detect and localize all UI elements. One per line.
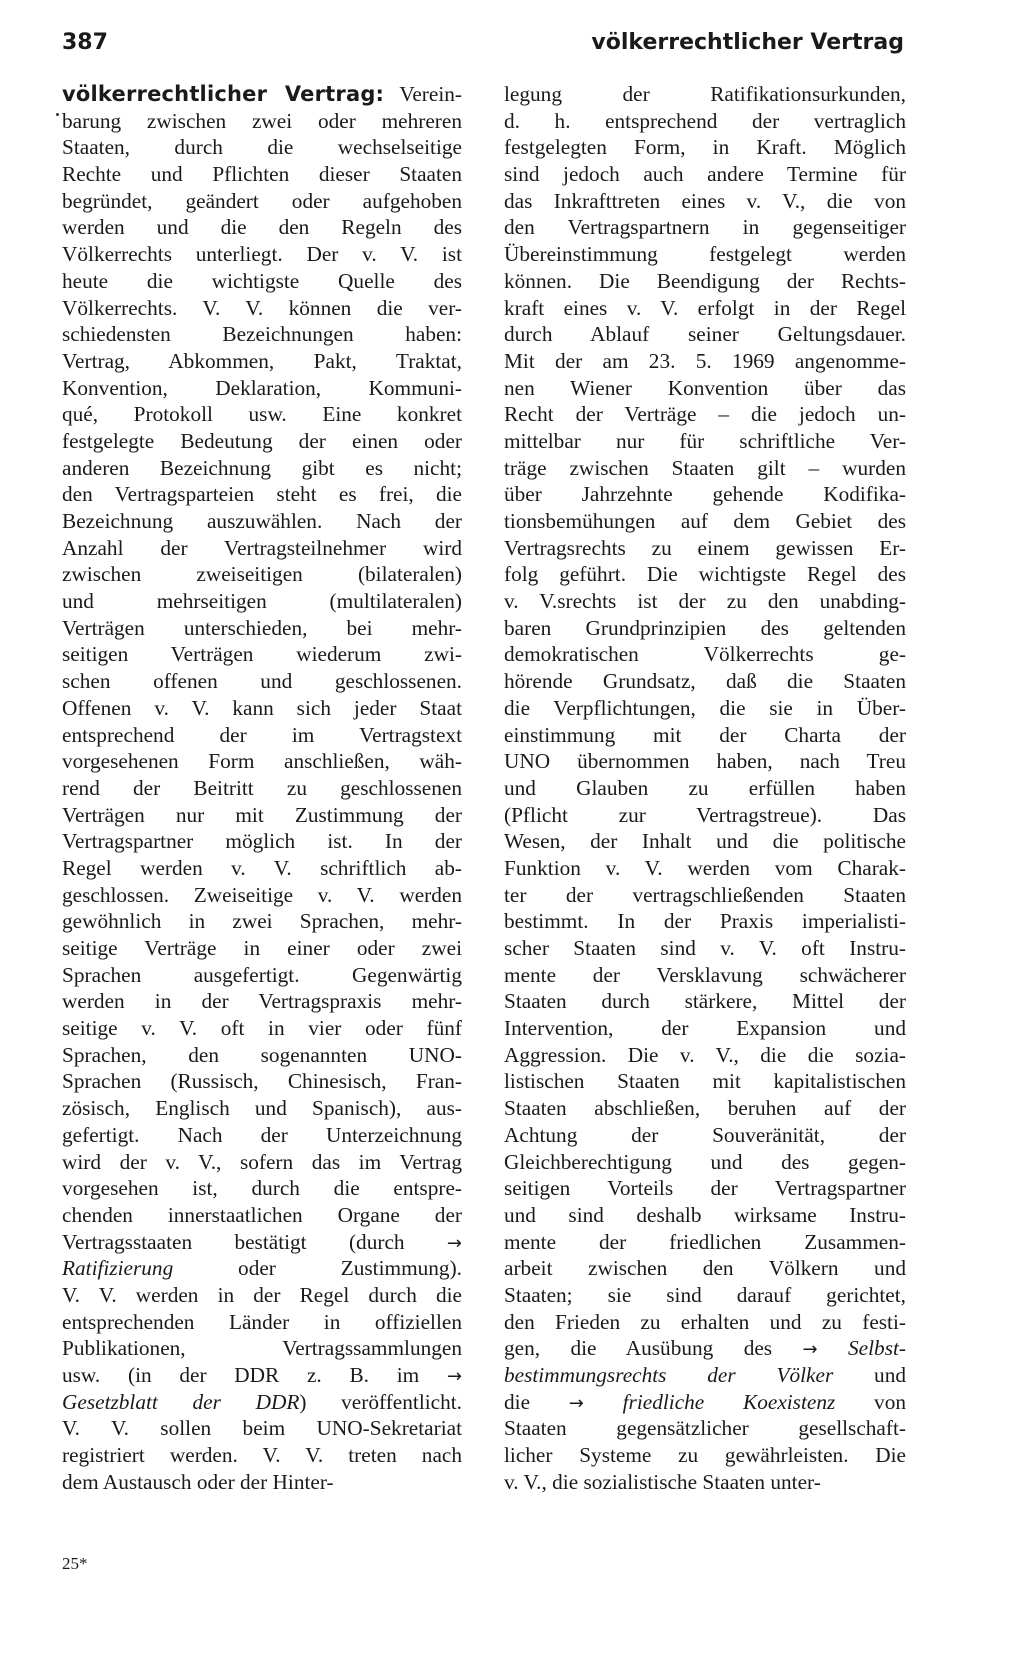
text-line <box>504 561 906 588</box>
text-segment: das Inkrafttreten eines v. V., die von <box>504 188 906 213</box>
text-line <box>62 748 462 775</box>
text-line <box>62 615 462 642</box>
text-line <box>504 935 906 962</box>
text-line <box>504 908 906 935</box>
text-line <box>62 1389 462 1416</box>
text-segment: gen, die Ausübung des <box>504 1336 803 1361</box>
text-segment: bestimmt. In der Praxis imperialisti- <box>504 909 906 934</box>
text-line <box>62 1469 462 1496</box>
text-segment: zwischen zweiseitigen (bilateralen) <box>62 562 462 587</box>
text-segment: gefertigt. Nach der Unterzeichnung <box>62 1122 462 1147</box>
text-segment: durch Ablauf seiner Geltungsdauer. <box>504 322 906 347</box>
text-segment: Vertragspartner möglich ist. In der <box>62 829 462 854</box>
text-line <box>504 1335 906 1362</box>
text-segment: folg geführt. Die wichtigste Regel des <box>504 562 906 587</box>
text-segment: mente der Versklavung schwächerer <box>504 962 906 987</box>
text-line <box>504 188 906 215</box>
text-segment: Intervention, der Expansion und <box>504 1016 906 1041</box>
arrow-icon: → <box>802 1339 818 1361</box>
text-segment: (Pflicht zur Vertragstreue). Das <box>504 802 906 827</box>
text-line <box>504 428 906 455</box>
text-segment: sind jedoch auch andere Termine für <box>504 162 906 187</box>
text-segment: Verträgen unterschieden, bei mehr- <box>62 615 462 640</box>
text-segment: scher Staaten sind v. V. oft Instru- <box>504 936 906 960</box>
text-segment: Funktion v. V. werden vom Charak- <box>504 855 906 880</box>
text-line <box>504 535 906 562</box>
text-segment: heute die wichtigste Quelle des <box>62 268 462 293</box>
text-line <box>504 161 906 188</box>
entry-headword: völkerrechtlicher Vertrag: <box>62 82 385 106</box>
text-line <box>504 508 906 535</box>
text-segment: anderen Bezeichnung gibt es nicht; <box>62 455 462 480</box>
text-line <box>62 1415 462 1442</box>
text-segment: die Verpflichtungen, die sie in Über- <box>504 695 906 720</box>
text-line <box>504 1095 906 1122</box>
text-line <box>62 828 462 855</box>
text-line <box>504 134 906 161</box>
text-line <box>62 668 462 695</box>
text-segment: werden und die den Regeln des <box>62 215 462 240</box>
text-segment: ter der vertragschließenden Staaten <box>504 882 906 907</box>
text-segment: geschlossen. Zweiseitige v. V. werden <box>62 882 462 907</box>
print-speck <box>56 113 59 116</box>
text-line <box>62 722 462 749</box>
text-line <box>504 615 906 642</box>
text-segment: demokratischen Völkerrechts ge- <box>504 642 906 667</box>
text-segment: Verein- <box>384 82 462 106</box>
text-line <box>504 1415 906 1442</box>
text-segment: seitigen Vorteils der Vertragspartner <box>504 1176 906 1201</box>
text-line <box>62 855 462 882</box>
text-line <box>504 81 906 108</box>
text-segment: seitigen Verträgen wiederum zwi- <box>62 642 462 667</box>
cross-reference: Gesetzblatt der DDR <box>62 1389 300 1414</box>
text-line <box>62 401 462 428</box>
text-segment: Achtung der Souveränität, der <box>504 1122 906 1147</box>
text-segment: schiedensten Bezeichnungen haben: <box>62 322 462 347</box>
text-segment: Gleichberechtigung und des gegen- <box>504 1149 906 1174</box>
text-segment: vorgesehen ist, durch die entspre- <box>62 1176 462 1201</box>
text-line <box>504 1229 906 1256</box>
text-segment: registriert werden. V. V. treten nach <box>62 1443 462 1468</box>
text-segment: Wesen, der Inhalt und die politische <box>504 829 906 854</box>
text-segment: hörende Grundsatz, daß die Staaten <box>504 669 906 694</box>
text-segment: barung zwischen zwei oder mehreren <box>62 108 462 133</box>
text-segment: Rechte und Pflichten dieser Staaten <box>62 162 462 187</box>
text-line <box>504 268 906 295</box>
text-line <box>62 641 462 668</box>
text-segment: Sprachen (Russisch, Chinesisch, Fran- <box>62 1069 462 1094</box>
text-line <box>62 935 462 962</box>
text-line <box>504 1309 906 1336</box>
text-segment: und <box>833 1363 906 1387</box>
text-line <box>62 1362 462 1389</box>
text-segment: Vertragsrechts zu einem gewissen Er- <box>504 535 906 560</box>
text-line <box>504 295 906 322</box>
cross-reference: friedliche Koexistenz <box>622 1389 836 1414</box>
text-segment: V. V. sollen beim UNO-Sekretariat <box>62 1416 462 1441</box>
text-line <box>62 962 462 989</box>
text-line <box>62 1015 462 1042</box>
text-segment: Staaten gegensätzlicher gesellschaft- <box>504 1416 906 1441</box>
text-line <box>504 1282 906 1309</box>
cross-reference: bestimmungsrechts der Völker <box>504 1363 834 1387</box>
text-line <box>62 802 462 829</box>
text-segment <box>818 1336 848 1360</box>
text-segment: oder Zustimmung). <box>173 1256 462 1281</box>
text-line <box>504 455 906 482</box>
text-line <box>504 722 906 749</box>
text-segment: Verträgen nur mit Zustimmung der <box>62 802 462 827</box>
text-segment: werden in der Vertragspraxis mehr- <box>62 989 462 1014</box>
text-line <box>504 1469 906 1496</box>
right-column <box>504 81 906 1495</box>
text-line <box>62 695 462 722</box>
text-line <box>62 561 462 588</box>
text-line <box>504 668 906 695</box>
text-line <box>62 775 462 802</box>
text-line <box>504 882 906 909</box>
text-segment: gewöhnlich in zwei Sprachen, mehr- <box>62 909 462 934</box>
text-segment: baren Grundprinzipien des geltenden <box>504 615 906 640</box>
text-segment: Übereinstimmung festgelegt werden <box>504 242 906 267</box>
text-segment: und sind deshalb wirksame Instru- <box>504 1202 906 1227</box>
text-line <box>504 241 906 268</box>
text-segment: V. V. werden in der Regel durch die <box>62 1282 462 1307</box>
text-line <box>62 1068 462 1095</box>
text-line <box>62 1149 462 1176</box>
page-number: 387 <box>62 30 108 55</box>
text-line <box>62 295 462 322</box>
text-line <box>62 455 462 482</box>
text-line <box>504 775 906 802</box>
text-segment: den Frieden zu erhalten und zu festi- <box>504 1309 906 1334</box>
signature-mark: 25* <box>62 1554 88 1573</box>
text-segment: Konvention, Deklaration, Kommuni- <box>62 375 462 400</box>
text-segment: Regel werden v. V. schriftlich ab- <box>62 855 462 880</box>
text-segment: einstimmung mit der Charta der <box>504 722 906 747</box>
text-line <box>62 375 462 402</box>
text-segment: entsprechenden Länder in offiziellen <box>62 1309 462 1334</box>
text-segment: festgelegte Bedeutung der einen oder <box>62 428 462 453</box>
text-line <box>62 882 462 909</box>
text-line <box>504 641 906 668</box>
text-line <box>62 1282 462 1309</box>
text-segment: können. Die Beendigung der Rechts- <box>504 268 906 293</box>
text-line <box>62 908 462 935</box>
text-line <box>62 188 462 215</box>
text-line <box>504 1175 906 1202</box>
text-line <box>504 588 906 615</box>
text-line <box>62 1335 462 1362</box>
arrow-icon: → <box>446 1366 462 1387</box>
text-line <box>62 108 462 135</box>
text-line <box>504 348 906 375</box>
text-segment: Staaten durch stärkere, Mittel der <box>504 989 906 1014</box>
text-line <box>504 802 906 829</box>
text-segment: Sprachen, den sogenannten UNO- <box>62 1042 462 1067</box>
text-line <box>62 214 462 241</box>
text-segment: rend der Beitritt zu geschlossenen <box>62 775 462 800</box>
text-segment: v. V., die sozialistische Staaten unter- <box>504 1469 821 1494</box>
text-line <box>62 508 462 535</box>
text-line <box>504 1442 906 1469</box>
cross-reference: Selbst- <box>848 1336 906 1361</box>
text-line <box>504 1068 906 1095</box>
text-segment: nen Wiener Konvention über das <box>504 375 906 400</box>
text-segment: tionsbemühungen auf dem Gebiet des <box>504 509 906 533</box>
text-segment: listischen Staaten mit kapitalistischen <box>504 1069 906 1094</box>
text-line <box>62 1095 462 1122</box>
text-segment: Recht der Verträge – die jedoch un- <box>504 402 906 427</box>
text-segment: Völkerrechts unterliegt. Der v. V. ist <box>62 242 462 267</box>
text-segment: Staaten abschließen, beruhen auf der <box>504 1096 906 1121</box>
text-line <box>504 962 906 989</box>
text-segment: ) veröffentlicht. <box>299 1389 462 1414</box>
text-segment: Bezeichnung auszuwählen. Nach der <box>62 509 462 533</box>
text-line <box>62 481 462 508</box>
text-segment: vorgesehenen Form anschließen, wäh- <box>62 749 462 774</box>
text-line <box>62 1229 462 1256</box>
text-line <box>62 1442 462 1469</box>
text-line <box>504 1389 906 1416</box>
text-line <box>62 535 462 562</box>
text-line <box>504 108 906 135</box>
text-segment: qué, Protokoll usw. Eine konkret <box>62 402 462 427</box>
text-segment: seitige Verträge in einer oder zwei <box>62 936 462 960</box>
text-segment: schen offenen und geschlossenen. <box>62 669 462 694</box>
text-line <box>504 1202 906 1229</box>
text-line <box>62 81 462 108</box>
text-segment: mittelbar nur für schriftliche Ver- <box>504 428 906 453</box>
text-line <box>62 348 462 375</box>
text-segment: zösisch, Englisch und Spanisch), aus- <box>62 1096 462 1121</box>
text-line <box>504 1149 906 1176</box>
text-line <box>62 428 462 455</box>
text-segment: Publikationen, Vertragssammlungen <box>62 1336 462 1361</box>
text-line <box>62 161 462 188</box>
text-segment: wird der v. V., sofern das im Vertrag <box>62 1149 462 1174</box>
text-segment: Völkerrechts. V. V. können die ver- <box>62 295 462 320</box>
text-line <box>62 988 462 1015</box>
text-line <box>504 695 906 722</box>
text-line <box>62 1175 462 1202</box>
text-segment: den Vertragsparteien steht es frei, die <box>62 482 462 507</box>
text-line <box>62 134 462 161</box>
text-segment: Mit der am 23. 5. 1969 angenomme- <box>504 348 906 373</box>
left-column <box>62 81 462 1495</box>
text-segment: träge zwischen Staaten gilt – wurden <box>504 455 906 480</box>
text-segment: dem Austausch oder der Hinter- <box>62 1469 334 1494</box>
running-head: völkerrechtlicher Vertrag <box>591 30 904 55</box>
text-segment: begründet, geändert oder aufgehoben <box>62 188 462 213</box>
text-line <box>62 588 462 615</box>
text-line <box>62 1122 462 1149</box>
text-segment: von <box>835 1389 906 1414</box>
arrow-icon: → <box>568 1392 584 1414</box>
text-segment: legung der Ratifikationsurkunden, <box>504 82 906 106</box>
text-segment: den Vertragspartnern in gegenseitiger <box>504 215 906 240</box>
text-line <box>504 321 906 348</box>
text-segment: seitige v. V. oft in vier oder fünf <box>62 1016 462 1041</box>
text-line <box>62 1309 462 1336</box>
text-segment: Aggression. Die v. V., die die sozia- <box>504 1042 906 1067</box>
text-segment: chenden innerstaatlichen Organe der <box>62 1202 462 1227</box>
text-line <box>504 1042 906 1069</box>
text-segment: v. V.srechts ist der zu den unabding- <box>504 589 906 614</box>
cross-reference: Ratifizierung <box>62 1256 174 1281</box>
text-line <box>504 1015 906 1042</box>
text-segment: d. h. entsprechend der vertraglich <box>504 108 906 133</box>
text-line <box>62 321 462 348</box>
text-line <box>504 401 906 428</box>
text-segment: Sprachen ausgefertigt. Gegenwärtig <box>62 962 462 987</box>
text-line <box>504 988 906 1015</box>
text-segment: Anzahl der Vertragsteilnehmer wird <box>62 535 462 560</box>
text-line <box>504 748 906 775</box>
text-segment <box>584 1390 623 1414</box>
text-segment: Vertrag, Abkommen, Pakt, Traktat, <box>62 348 462 373</box>
text-line <box>62 1202 462 1229</box>
text-line <box>504 1122 906 1149</box>
page-header <box>62 30 904 66</box>
text-segment: mente der friedlichen Zusammen- <box>504 1229 906 1254</box>
text-line <box>62 1042 462 1069</box>
text-segment: die <box>504 1389 569 1414</box>
text-segment: entsprechend der im Vertragstext <box>62 722 462 747</box>
text-line <box>504 214 906 241</box>
text-line <box>504 855 906 882</box>
text-line <box>62 241 462 268</box>
text-segment: usw. (in der DDR z. B. im <box>62 1363 447 1387</box>
text-line <box>504 1362 906 1389</box>
text-line <box>504 1255 906 1282</box>
text-segment: arbeit zwischen den Völkern und <box>504 1256 906 1281</box>
text-line <box>62 268 462 295</box>
text-segment: licher Systeme zu gewährleisten. Die <box>504 1443 906 1468</box>
text-segment: und Glauben zu erfüllen haben <box>504 775 906 800</box>
text-segment: UNO übernommen haben, nach Treu <box>504 749 906 774</box>
text-segment: über Jahrzehnte gehende Kodifika- <box>504 482 906 507</box>
text-segment: kraft eines v. V. erfolgt in der Regel <box>504 295 906 320</box>
text-segment: Staaten, durch die wechselseitige <box>62 135 462 160</box>
arrow-icon: → <box>446 1232 462 1254</box>
text-segment: Staaten; sie sind darauf gerichtet, <box>504 1282 906 1307</box>
text-segment: Offenen v. V. kann sich jeder Staat <box>62 695 462 720</box>
text-line <box>62 1255 462 1282</box>
text-segment: Vertragsstaaten bestätigt (durch <box>62 1229 447 1254</box>
text-line <box>504 828 906 855</box>
text-segment: und mehrseitigen (multilateralen) <box>62 589 462 614</box>
text-segment: festgelegten Form, in Kraft. Möglich <box>504 135 906 160</box>
text-line <box>504 481 906 508</box>
text-line <box>504 375 906 402</box>
